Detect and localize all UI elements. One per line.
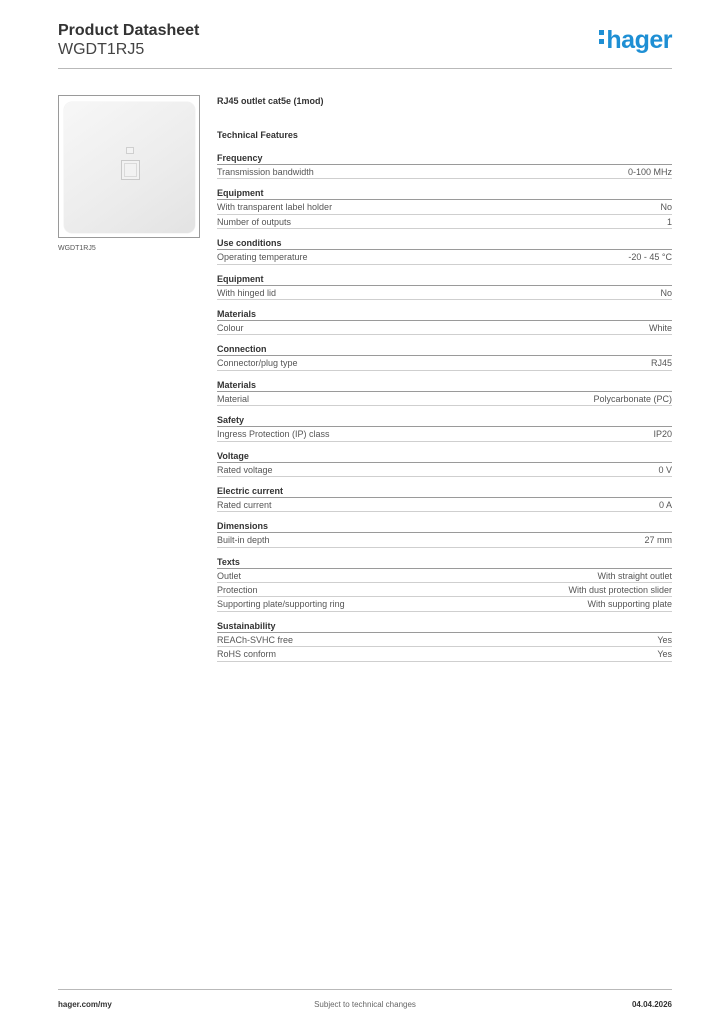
feature-row	[217, 569, 672, 583]
feature-group-title: Safety	[217, 415, 672, 427]
feature-label: Supporting plate/supporting ring	[217, 599, 345, 610]
feature-row	[217, 286, 672, 300]
feature-row	[217, 463, 672, 477]
feature-label: Operating temperature	[217, 252, 308, 263]
feature-label: Built-in depth	[217, 535, 270, 546]
feature-group-title: Equipment	[217, 274, 672, 286]
feature-value: RJ45	[650, 358, 672, 369]
feature-row	[217, 498, 672, 512]
feature-value: Yes	[657, 649, 672, 660]
feature-label: Number of outputs	[217, 216, 292, 227]
feature-row	[217, 633, 672, 647]
feature-group	[217, 486, 672, 512]
feature-label: Ingress Protection (IP) class	[217, 429, 330, 440]
feature-label: With hinged lid	[217, 287, 277, 298]
rj45-outlet-plate-image	[64, 102, 195, 233]
feature-row	[217, 321, 672, 335]
feature-group-title: Dimensions	[217, 521, 672, 533]
feature-row	[217, 583, 672, 597]
technical-features-heading: Technical Features	[217, 130, 298, 140]
label-holder-icon	[126, 147, 134, 154]
feature-label: REACh-SVHC free	[217, 634, 294, 645]
feature-label: Outlet	[217, 570, 242, 581]
feature-group	[217, 153, 672, 179]
feature-group	[217, 621, 672, 662]
feature-group-title: Materials	[217, 309, 672, 321]
logo-mark-icon	[599, 30, 604, 48]
feature-label: Rated voltage	[217, 464, 273, 475]
feature-group	[217, 521, 672, 547]
feature-value: With dust protection slider	[568, 585, 672, 596]
feature-row	[217, 597, 672, 611]
feature-group	[217, 344, 672, 370]
feature-value: 0-100 MHz	[627, 167, 672, 177]
feature-group	[217, 309, 672, 335]
product-code: WGDT1RJ5	[58, 41, 145, 58]
feature-value: 27 mm	[644, 535, 672, 546]
feature-group-title: Connection	[217, 344, 672, 356]
rj45-socket-icon	[121, 160, 140, 180]
feature-label: Protection	[217, 585, 258, 596]
feature-row	[217, 215, 672, 229]
feature-value: With straight outlet	[597, 570, 672, 581]
feature-group-title: Frequency	[217, 153, 672, 165]
logo-text: hager	[606, 26, 672, 54]
feature-group-title: Voltage	[217, 451, 672, 463]
feature-group	[217, 451, 672, 477]
feature-row	[217, 200, 672, 214]
feature-groups	[217, 153, 672, 662]
feature-label: Colour	[217, 322, 244, 333]
feature-group	[217, 238, 672, 264]
feature-label: Material	[217, 393, 250, 404]
feature-value: White	[648, 322, 672, 333]
feature-label: With transparent label holder	[217, 202, 333, 213]
feature-value: With supporting plate	[587, 599, 672, 610]
feature-group	[217, 557, 672, 612]
feature-group-title: Equipment	[217, 188, 672, 200]
product-name: RJ45 outlet cat5e (1mod)	[217, 96, 324, 106]
product-image	[58, 95, 200, 238]
document-title: Product Datasheet	[58, 22, 200, 39]
feature-value: Yes	[657, 634, 672, 645]
feature-row	[217, 533, 672, 547]
feature-value: No	[660, 202, 672, 213]
feature-group-title: Electric current	[217, 486, 672, 498]
feature-label: Rated current	[217, 499, 272, 510]
feature-label: Connector/plug type	[217, 358, 298, 369]
feature-value: 1	[666, 216, 672, 227]
feature-value: 0 A	[658, 499, 672, 510]
feature-group-title: Materials	[217, 380, 672, 392]
feature-group-title: Sustainability	[217, 621, 672, 633]
feature-group	[217, 274, 672, 300]
feature-row	[217, 250, 672, 264]
feature-row	[217, 392, 672, 406]
feature-group-title: Use conditions	[217, 238, 672, 250]
feature-label: RoHS conform	[217, 649, 277, 660]
feature-row	[217, 165, 672, 179]
footer-notice: Subject to technical changes	[314, 1000, 416, 1009]
feature-value: 0 V	[658, 464, 672, 475]
feature-group	[217, 380, 672, 406]
page-header	[58, 21, 672, 69]
feature-value: Polycarbonate (PC)	[593, 393, 672, 404]
datasheet-content	[217, 96, 672, 671]
feature-value: -20 - 45 °C	[628, 252, 672, 263]
hager-logo	[599, 26, 672, 54]
footer-date: 04.04.2026	[631, 1000, 672, 1009]
feature-value: IP20	[653, 429, 672, 440]
feature-label: Transmission bandwidth	[217, 167, 314, 177]
feature-group	[217, 415, 672, 441]
feature-value: No	[660, 287, 672, 298]
footer-website: hager.com/my	[58, 1000, 112, 1009]
feature-row	[217, 427, 672, 441]
page-footer	[58, 989, 672, 1011]
feature-row	[217, 356, 672, 370]
feature-group	[217, 188, 672, 229]
image-caption: WGDT1RJ5	[58, 245, 96, 252]
feature-row	[217, 647, 672, 661]
feature-group-title: Texts	[217, 557, 672, 569]
